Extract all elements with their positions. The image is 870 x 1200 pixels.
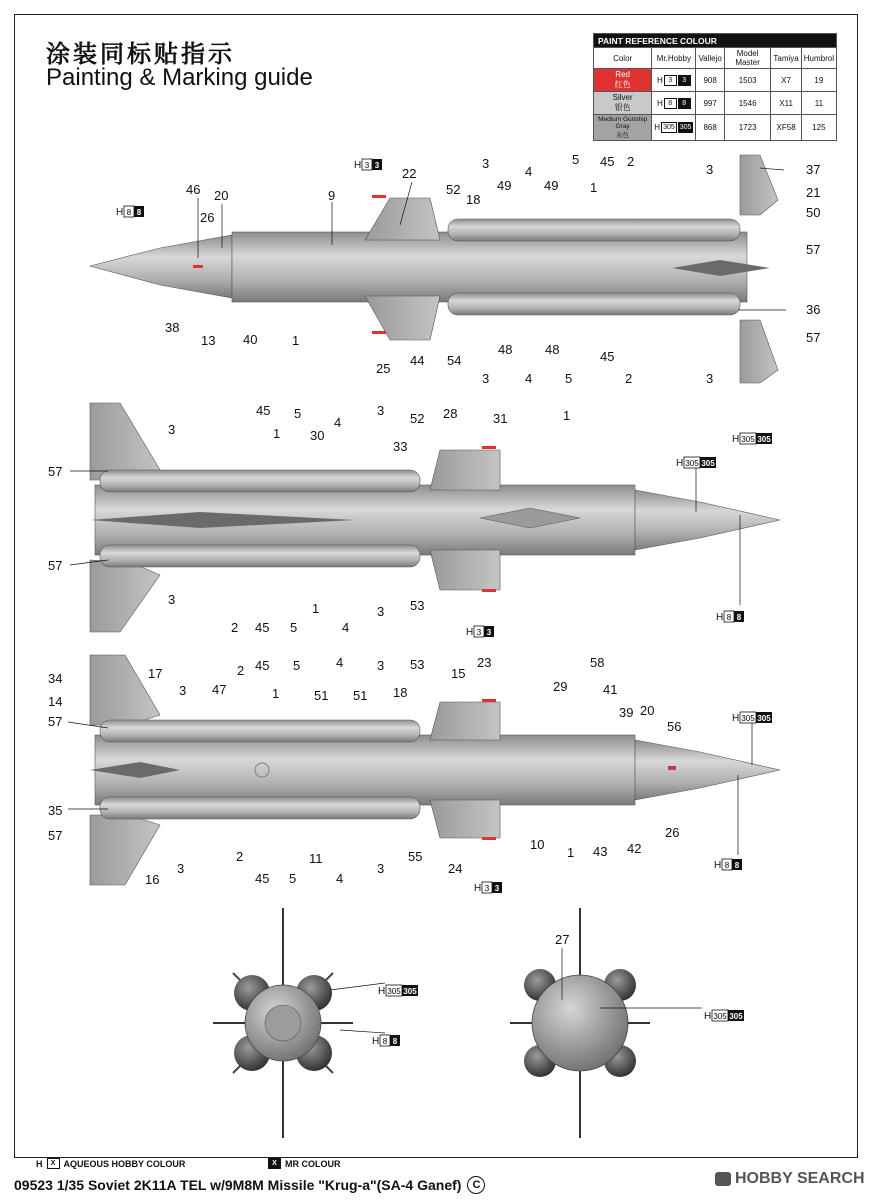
- callout-number: 44: [410, 353, 425, 368]
- svg-text:8: 8: [136, 208, 142, 217]
- callout-number: 39: [619, 705, 634, 720]
- svg-text:H: H: [732, 713, 740, 724]
- humbrol-code: 11: [801, 92, 836, 115]
- callout-number: 57: [48, 714, 63, 729]
- callout-number: 15: [451, 666, 466, 681]
- color-callout: [466, 626, 494, 638]
- col-tamiya: Tamiya: [771, 48, 801, 69]
- missile-side-view-2: [90, 655, 780, 885]
- callout-number: 57: [48, 464, 63, 479]
- callout-number: 5: [565, 371, 573, 386]
- col-modelmaster: Model Master: [724, 48, 771, 69]
- mrhobby-code: H 8 8: [652, 92, 696, 115]
- color-callout: [714, 859, 742, 871]
- callout-number: 48: [498, 342, 513, 357]
- svg-text:305: 305: [757, 435, 771, 444]
- callout-number: 5: [294, 406, 302, 421]
- vallejo-code: 868: [696, 115, 724, 141]
- callout-number: 1: [567, 845, 575, 860]
- svg-text:305: 305: [729, 1012, 743, 1021]
- callout-number: 3: [482, 371, 490, 386]
- svg-text:8: 8: [726, 613, 732, 622]
- copyright-icon: C: [467, 1176, 485, 1194]
- callout-number: 3: [177, 861, 185, 876]
- callout-number: 52: [446, 182, 461, 197]
- modelmaster-code: 1503: [724, 69, 771, 92]
- swatch-gray: Medium Gunship Gray 灰色: [594, 115, 652, 141]
- svg-text:3: 3: [486, 628, 492, 637]
- svg-text:H: H: [466, 627, 474, 638]
- callout-number: 55: [408, 849, 423, 864]
- callout-number: 25: [376, 361, 391, 376]
- callout-number: 3: [377, 861, 385, 876]
- callout-number: 29: [553, 679, 568, 694]
- callout-number: 1: [272, 686, 280, 701]
- color-callout: [116, 206, 144, 218]
- mrhobby-code: H 3 3: [652, 69, 696, 92]
- callout-number: 3: [377, 604, 385, 619]
- svg-text:H: H: [714, 860, 722, 871]
- svg-text:3: 3: [476, 628, 482, 637]
- callout-number: 45: [255, 620, 270, 635]
- callout-number: 5: [572, 152, 580, 167]
- callout-number: 34: [48, 671, 63, 686]
- col-color: Color: [594, 48, 652, 69]
- callout-number: 57: [806, 242, 821, 257]
- callout-number: 21: [806, 185, 821, 200]
- callout-number: 45: [600, 154, 615, 169]
- callout-number: 57: [806, 330, 821, 345]
- callout-number: 4: [525, 371, 533, 386]
- callout-number: 35: [48, 803, 63, 818]
- callout-number: 1: [312, 601, 320, 616]
- callout-number: 1: [563, 408, 571, 423]
- callout-number: 46: [186, 182, 201, 197]
- svg-text:3: 3: [364, 161, 370, 170]
- mrhobby-code: H 305 305: [652, 115, 696, 141]
- callout-number: 13: [201, 333, 216, 348]
- product-title: 09523 1/35 Soviet 2K11A TEL w/9M8M Missile "Krug-a"(SA-4 Ganef) C: [14, 1176, 485, 1194]
- tamiya-code: X7: [771, 69, 801, 92]
- callout-number: 10: [530, 837, 545, 852]
- callout-number: 57: [48, 558, 63, 573]
- paint-table-caption: PAINT REFERENCE COLOUR: [594, 34, 837, 48]
- callout-number: 9: [328, 188, 336, 203]
- callout-number: 43: [593, 844, 608, 859]
- callout-number: 4: [336, 871, 344, 886]
- watermark: HOBBY SEARCH: [715, 1170, 865, 1188]
- callout-number: 3: [377, 403, 385, 418]
- color-callout: [704, 1010, 744, 1022]
- callout-number: 31: [493, 411, 508, 426]
- color-callout: [732, 712, 772, 724]
- callout-number: 49: [497, 178, 512, 193]
- title-chinese: 涂装同标贴指示: [46, 41, 235, 68]
- svg-text:305: 305: [701, 459, 715, 468]
- svg-text:305: 305: [403, 987, 417, 996]
- svg-text:8: 8: [392, 1037, 398, 1046]
- callout-number: 51: [353, 688, 368, 703]
- swatch-red: Red 红色: [594, 69, 652, 92]
- missile-rear-view: [510, 908, 650, 1138]
- col-mrhobby: Mr.Hobby: [652, 48, 696, 69]
- callout-number: 11: [309, 851, 323, 866]
- callout-number: 49: [544, 178, 559, 193]
- svg-text:305: 305: [685, 459, 699, 468]
- svg-text:305: 305: [713, 1012, 727, 1021]
- svg-text:H: H: [716, 612, 724, 623]
- svg-text:305: 305: [741, 714, 755, 723]
- callout-number: 1: [273, 426, 281, 441]
- callout-number: 2: [231, 620, 239, 635]
- svg-text:H: H: [354, 160, 362, 171]
- title-english: Painting & Marking guide: [46, 64, 313, 91]
- callout-number: 54: [447, 353, 462, 368]
- callout-number: 52: [410, 411, 425, 426]
- col-humbrol: Humbrol: [801, 48, 836, 69]
- callout-number: 18: [466, 192, 481, 207]
- color-callout: [676, 457, 716, 469]
- callout-number: 3: [168, 592, 176, 607]
- callout-number: 45: [600, 349, 615, 364]
- svg-text:8: 8: [734, 861, 740, 870]
- callout-number: 2: [625, 371, 633, 386]
- svg-text:H: H: [116, 207, 124, 218]
- svg-text:H: H: [474, 883, 482, 894]
- callout-number: 45: [255, 871, 270, 886]
- callout-number: 30: [310, 428, 325, 443]
- callout-number: 47: [212, 682, 227, 697]
- color-callout: [372, 1035, 400, 1047]
- svg-text:305: 305: [387, 987, 401, 996]
- svg-text:H: H: [378, 986, 386, 997]
- callout-number: 5: [293, 658, 301, 673]
- svg-text:3: 3: [484, 884, 490, 893]
- callout-number: 1: [590, 180, 598, 195]
- modelmaster-code: 1546: [724, 92, 771, 115]
- svg-text:305: 305: [757, 714, 771, 723]
- callout-number: 38: [165, 320, 180, 335]
- svg-text:3: 3: [374, 161, 380, 170]
- callout-number: 5: [289, 871, 297, 886]
- callout-number: 18: [393, 685, 408, 700]
- callout-number: 48: [545, 342, 560, 357]
- svg-text:8: 8: [724, 861, 730, 870]
- hobbysearch-logo-icon: [715, 1172, 731, 1186]
- color-callout: [732, 433, 772, 445]
- callout-number: 16: [145, 872, 160, 887]
- callout-number: 3: [706, 162, 714, 177]
- callout-number: 14: [48, 694, 63, 709]
- callout-number: 3: [706, 371, 714, 386]
- callout-number: 57: [48, 828, 63, 843]
- svg-text:8: 8: [736, 613, 742, 622]
- tamiya-code: XF58: [771, 115, 801, 141]
- color-callout: [378, 985, 418, 997]
- callout-number: 41: [603, 682, 618, 697]
- legend-mr-colour: X MR COLOUR: [268, 1158, 341, 1169]
- callout-number: 56: [667, 719, 682, 734]
- callout-number: 4: [334, 415, 342, 430]
- tamiya-code: X11: [771, 92, 801, 115]
- callout-number: 2: [627, 154, 635, 169]
- svg-text:H: H: [676, 458, 684, 469]
- callout-number: 2: [237, 663, 245, 678]
- svg-text:8: 8: [382, 1037, 388, 1046]
- callout-number: 20: [640, 703, 655, 718]
- humbrol-code: 125: [801, 115, 836, 141]
- legend-aqueous: H X AQUEOUS HOBBY COLOUR: [36, 1158, 186, 1169]
- callout-number: 4: [336, 655, 344, 670]
- callout-number: 45: [256, 403, 271, 418]
- callout-number: 1: [292, 333, 300, 348]
- callout-number: 26: [665, 825, 680, 840]
- svg-text:H: H: [732, 434, 740, 445]
- svg-text:305: 305: [741, 435, 755, 444]
- labels-rear-view: [555, 932, 569, 947]
- callout-number: 33: [393, 439, 408, 454]
- callout-number: 4: [525, 164, 533, 179]
- swatch-silver: Silver 银色: [594, 92, 652, 115]
- callout-number: 3: [482, 156, 490, 171]
- svg-text:H: H: [372, 1036, 380, 1047]
- callout-number: 37: [806, 162, 821, 177]
- callout-number: 17: [148, 666, 163, 681]
- callout-number: 58: [590, 655, 605, 670]
- callout-number: 40: [243, 332, 258, 347]
- callout-number: 22: [402, 166, 417, 181]
- col-vallejo: Vallejo: [696, 48, 724, 69]
- callout-number: 50: [806, 205, 821, 220]
- humbrol-code: 19: [801, 69, 836, 92]
- callout-number: 3: [168, 422, 176, 437]
- callout-number: 36: [806, 302, 821, 317]
- missile-front-view: [213, 908, 353, 1138]
- callout-number: 23: [477, 655, 492, 670]
- callout-number: 45: [255, 658, 270, 673]
- callout-number: 53: [410, 657, 425, 672]
- modelmaster-code: 1723: [724, 115, 771, 141]
- callout-number: 4: [342, 620, 350, 635]
- callout-number: 3: [179, 683, 187, 698]
- callout-number: 28: [443, 406, 458, 421]
- svg-text:3: 3: [494, 884, 500, 893]
- callout-number: 42: [627, 841, 642, 856]
- svg-text:H: H: [704, 1011, 712, 1022]
- callout-number: 2: [236, 849, 244, 864]
- svg-text:8: 8: [126, 208, 132, 217]
- callout-number: 20: [214, 188, 229, 203]
- callout-number: 3: [377, 658, 385, 673]
- vallejo-code: 908: [696, 69, 724, 92]
- callout-number: 53: [410, 598, 425, 613]
- callout-number: 24: [448, 861, 463, 876]
- color-callout: [474, 882, 502, 894]
- callout-number: 5: [290, 620, 298, 635]
- color-callout: [716, 611, 744, 623]
- callout-number: 26: [200, 210, 215, 225]
- callout-number: 27: [555, 932, 570, 947]
- vallejo-code: 997: [696, 92, 724, 115]
- callout-number: 51: [314, 688, 329, 703]
- missile-side-view-1: [90, 403, 780, 632]
- color-callout: [354, 159, 382, 171]
